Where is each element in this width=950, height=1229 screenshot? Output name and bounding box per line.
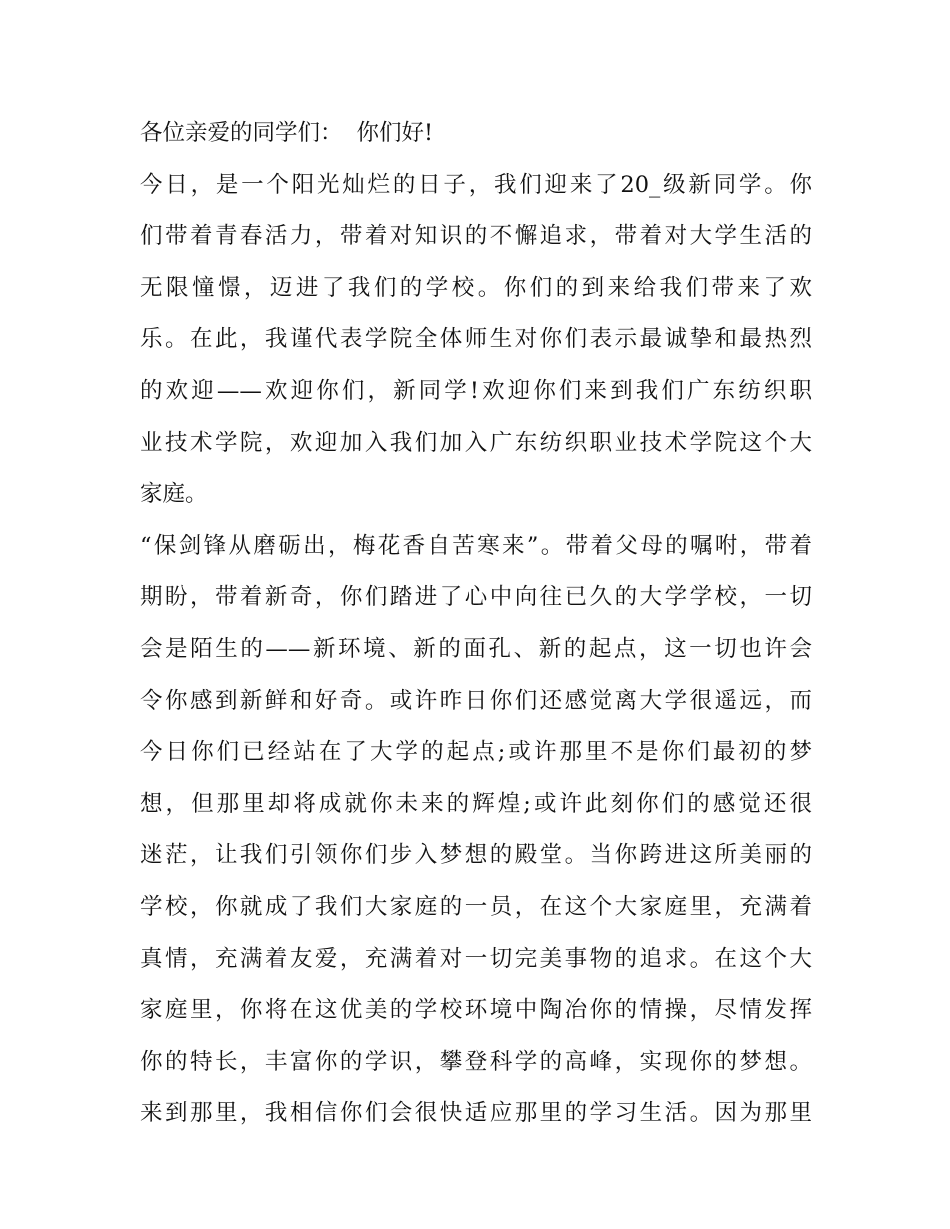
text-line: 家庭里，你将在这优美的学校环境中陶冶你的情操，尽情发挥 bbox=[140, 997, 812, 1024]
greeting-hello: 你们好! bbox=[356, 120, 434, 146]
paragraph-welcome bbox=[140, 160, 812, 521]
text-line: 们带着青春活力，带着对知识的不懈追求，带着对大学生活的 bbox=[140, 223, 812, 250]
text-line: 迷茫，让我们引领你们步入梦想的殿堂。当你跨进这所美丽的 bbox=[140, 842, 812, 869]
text-line: 乐。在此，我谨代表学院全体师生对你们表示最诚挚和最热烈 bbox=[140, 326, 812, 353]
text-line: 业技术学院，欢迎加入我们加入广东纺织职业技术学院这个大 bbox=[140, 429, 812, 456]
text-line: 无限憧憬，迈进了我们的学校。你们的到来给我们带来了欢 bbox=[140, 274, 812, 301]
speech-text bbox=[140, 108, 812, 1140]
text-line: 来到那里，我相信你们会很快适应那里的学习生活。因为那里 bbox=[140, 1100, 812, 1127]
text-line: 会是陌生的——新环境、新的面孔、新的起点，这一切也许会 bbox=[140, 635, 812, 662]
text-line: 想，但那里却将成就你未来的辉煌;或许此刻你们的感觉还很 bbox=[140, 790, 812, 817]
greeting-line bbox=[140, 108, 812, 160]
text-line: 期盼，带着新奇，你们踏进了心中向往已久的大学学校，一切 bbox=[140, 584, 812, 611]
text-line: 家庭。 bbox=[140, 481, 208, 508]
text-line: 真情，充满着友爱，充满着对一切完美事物的追求。在这个大 bbox=[140, 945, 812, 972]
text-line: 令你感到新鲜和好奇。或许昨日你们还感觉离大学很遥远，而 bbox=[140, 687, 812, 714]
text-line: 今日你们已经站在了大学的起点;或许那里不是你们最初的梦 bbox=[140, 739, 812, 766]
text-line: 的欢迎——欢迎你们，新同学!欢迎你们来到我们广东纺织职 bbox=[140, 377, 812, 404]
text-line: 今日，是一个阳光灿烂的日子，我们迎来了20_级新同学。你 bbox=[140, 171, 812, 198]
text-line: 你的特长，丰富你的学识，攀登科学的高峰，实现你的梦想。 bbox=[140, 1048, 812, 1075]
text-line: 学校，你就成了我们大家庭的一员，在这个大家庭里，充满着 bbox=[140, 893, 812, 920]
greeting-salutation: 各位亲爱的同学们： bbox=[140, 120, 343, 146]
text-line: “保剑锋从磨砺出，梅花香自苦寒来”。带着父母的嘱咐，带着 bbox=[140, 532, 812, 559]
paragraph-journey bbox=[140, 521, 812, 1140]
